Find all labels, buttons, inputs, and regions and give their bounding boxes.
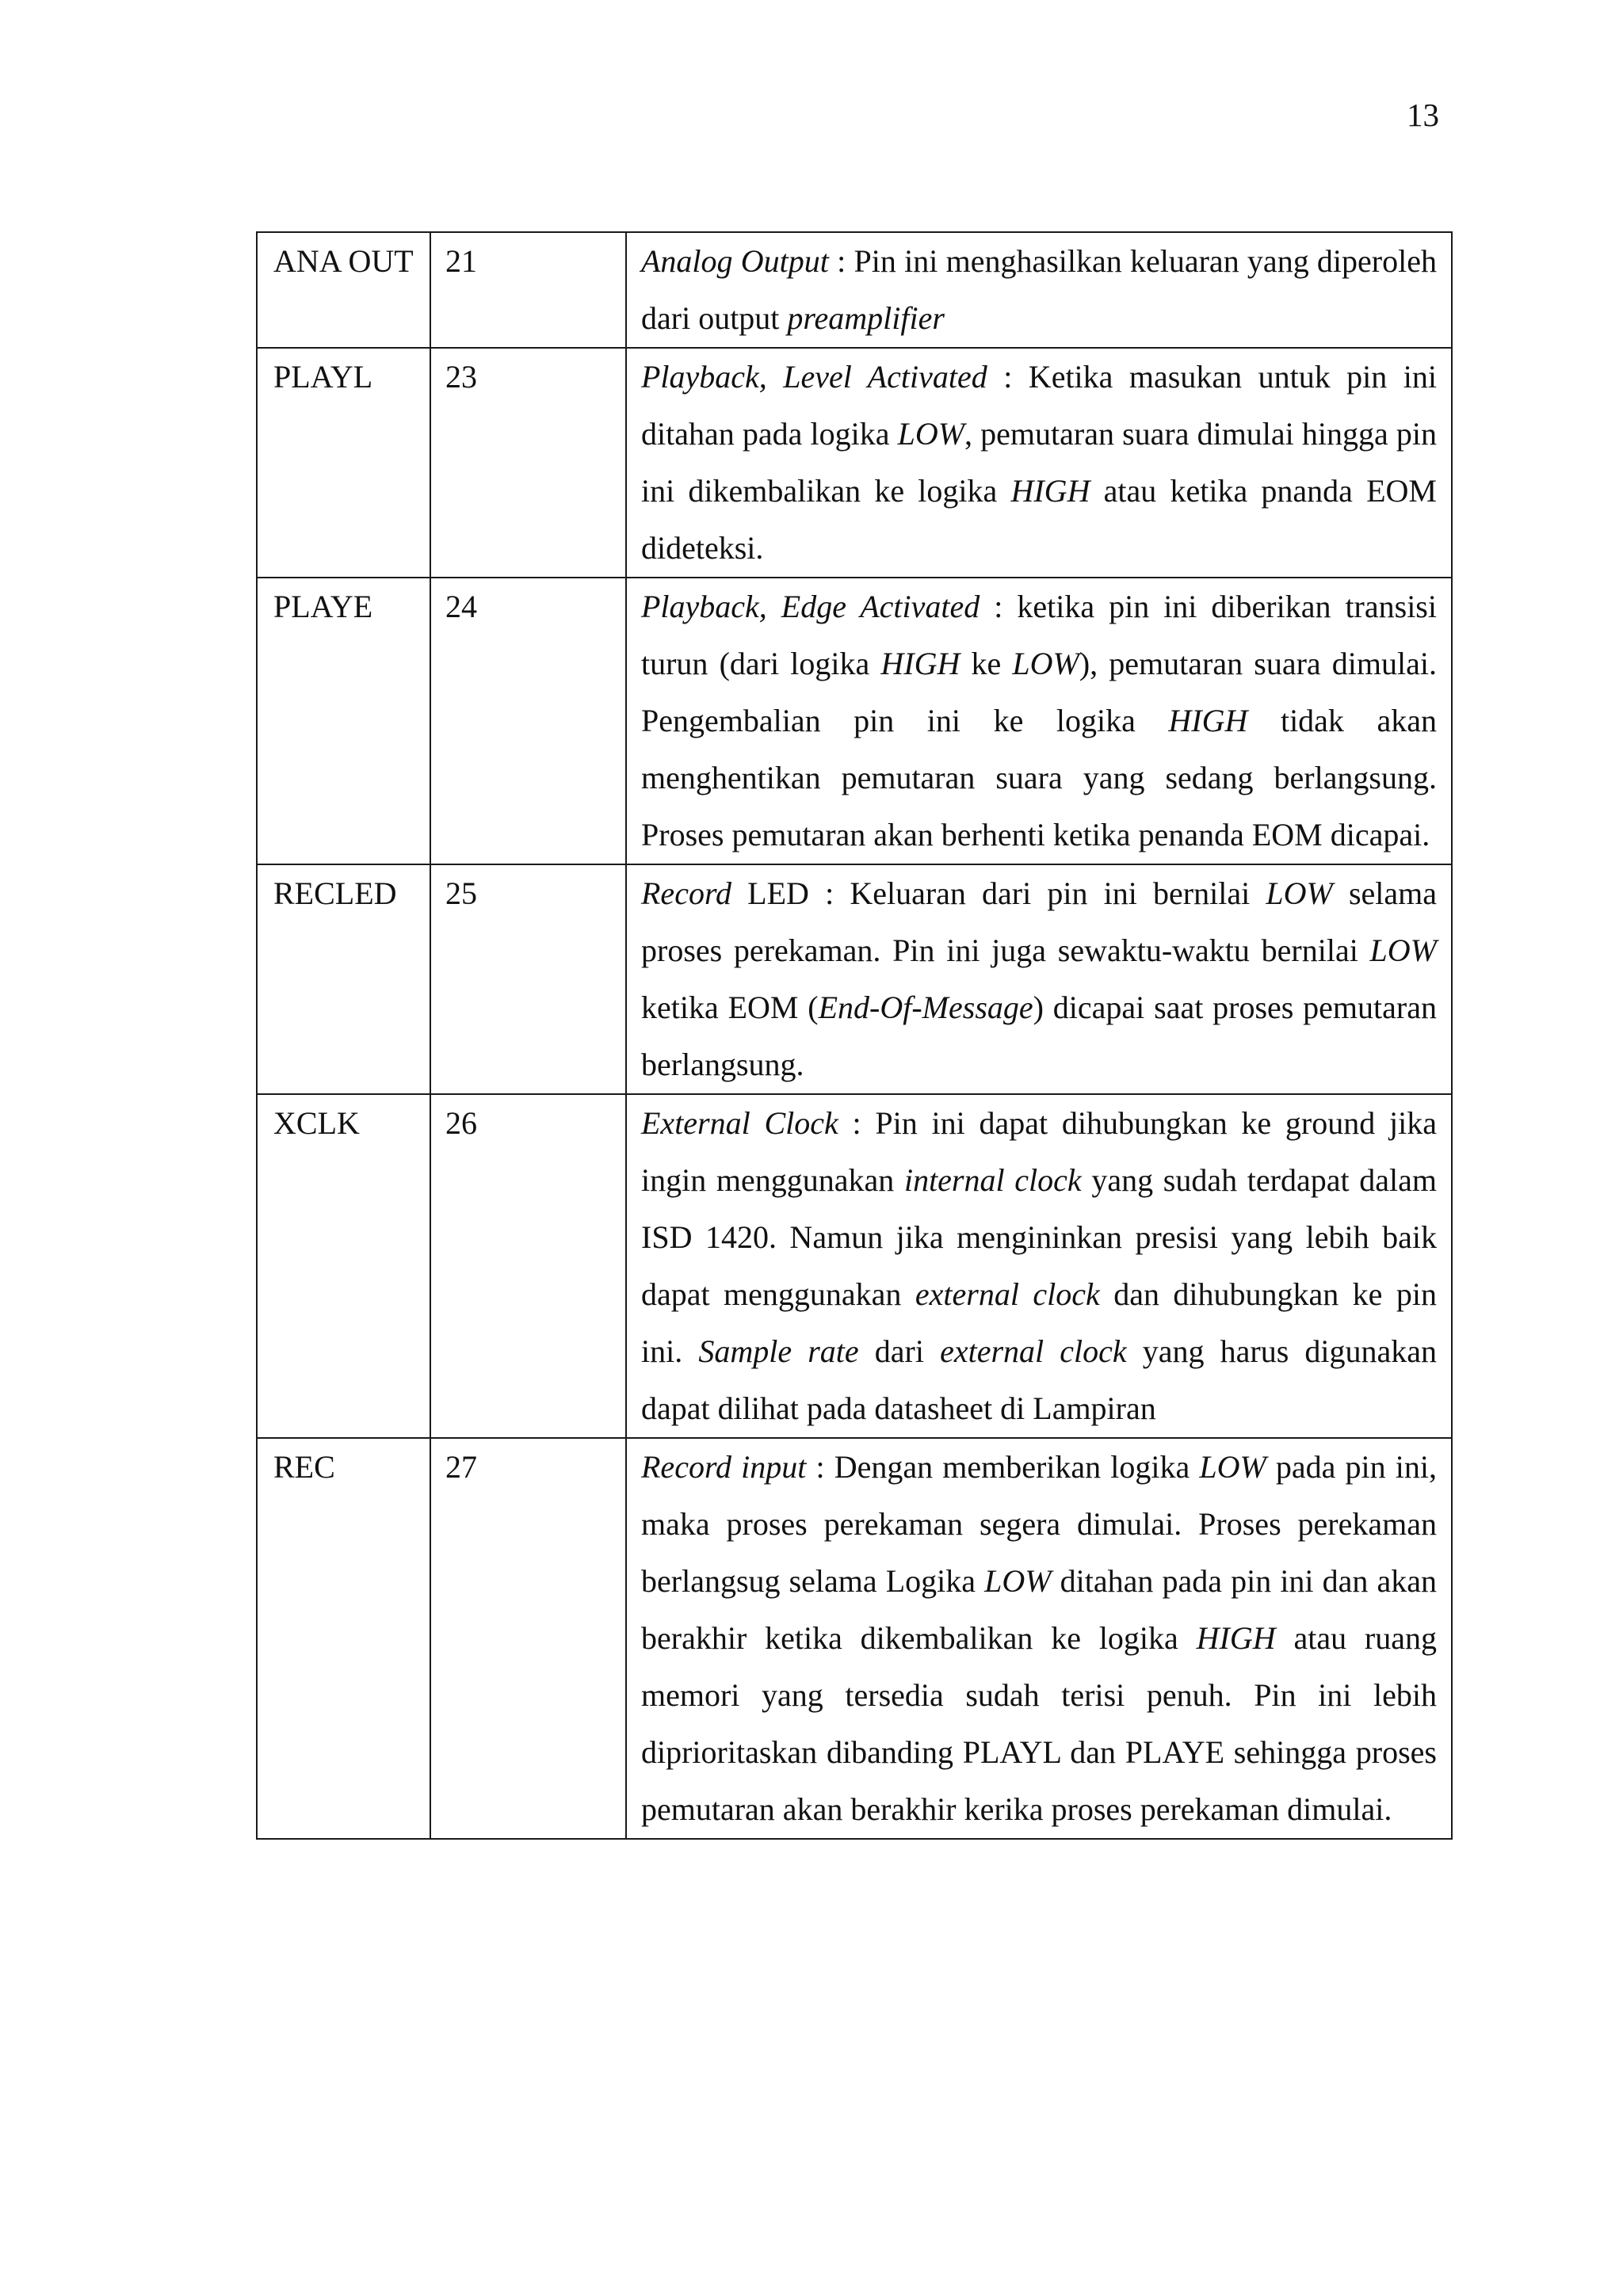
pin-number-cell: 25	[430, 864, 626, 1094]
description-text	[641, 1095, 1437, 1437]
table-row	[257, 864, 1452, 1094]
text-segment: : Ketika masukan untuk pin ini ditahan pada logika	[641, 359, 1437, 452]
italic-term: external clock	[915, 1276, 1100, 1312]
pin-name-cell: RECLED	[257, 864, 430, 1094]
text-segment: tidak akan menghentikan pemutaran suara yang sedang berlangsung. Proses pemutaran akan berhenti ketika penanda EOM dicapai.	[641, 703, 1437, 852]
pin-number-cell: 24	[430, 578, 626, 864]
pin-number-cell: 26	[430, 1094, 626, 1438]
italic-term: LOW	[1199, 1449, 1266, 1485]
italic-term: LOW	[1266, 875, 1333, 911]
text-segment: atau ketika pnanda EOM dideteksi.	[641, 473, 1437, 566]
italic-term: Sample rate	[698, 1333, 859, 1369]
text-segment: ke	[960, 646, 1013, 681]
text-segment: selama proses perekaman. Pin ini juga sewaktu-waktu bernilai	[641, 875, 1437, 968]
italic-term: HIGH	[1168, 703, 1248, 738]
text-segment: , pemutaran suara dimulai hingga pin ini dikembalikan ke logika	[641, 416, 1437, 509]
description-text	[641, 1439, 1437, 1838]
text-segment: : Dengan memberikan logika	[806, 1449, 1200, 1485]
text-segment: ), pemutaran suara dimulai. Pengembalian pin ini ke logika	[641, 646, 1438, 738]
italic-term: Playback, Level Activated	[641, 359, 987, 395]
pin-description-table	[256, 231, 1453, 1840]
text-segment: pada pin ini, maka proses perekaman segera dimulai. Proses perekaman berlangsug selama Logika	[641, 1449, 1437, 1599]
italic-term: LOW	[1369, 933, 1437, 968]
italic-term: HIGH	[1196, 1620, 1276, 1656]
table-row	[257, 1438, 1452, 1839]
text-segment: dari	[858, 1333, 941, 1369]
page-number: 13	[1407, 97, 1439, 133]
pin-description-cell	[626, 578, 1452, 864]
text-segment: : Pin ini dapat dihubungkan ke ground jika ingin menggunakan	[641, 1105, 1437, 1198]
text-segment: : ketika pin ini diberikan transisi turun (dari logika	[641, 589, 1437, 681]
description-text	[641, 865, 1437, 1093]
text-segment: ) dicapai saat proses pemutaran berlangsung.	[641, 990, 1437, 1082]
italic-term: preamplifier	[787, 300, 945, 336]
table-row	[257, 1094, 1452, 1438]
italic-term: internal clock	[903, 1162, 1082, 1198]
italic-term: Record input	[641, 1449, 807, 1485]
pin-number-cell: 21	[430, 232, 626, 348]
pin-name-cell: ANA OUT	[257, 232, 430, 348]
description-text	[641, 233, 1437, 347]
italic-term: End-Of-Message	[818, 990, 1033, 1025]
italic-term: Record	[641, 875, 732, 911]
italic-term: LOW	[897, 416, 965, 452]
italic-term: HIGH	[880, 646, 960, 681]
pin-number-cell: 27	[430, 1438, 626, 1839]
pin-name-cell: REC	[257, 1438, 430, 1839]
description-text	[641, 578, 1437, 864]
italic-term: HIGH	[1010, 473, 1090, 509]
italic-term: Playback, Edge Activated	[641, 589, 980, 624]
pin-name-cell: PLAYL	[257, 348, 430, 578]
text-segment: : Pin ini menghasilkan keluaran yang diperoleh dari output	[641, 243, 1437, 336]
table-row	[257, 578, 1452, 864]
text-segment: dan dihubungkan ke pin ini.	[641, 1276, 1437, 1369]
pin-description-cell	[626, 348, 1452, 578]
pin-description-cell	[626, 864, 1452, 1094]
table-row	[257, 232, 1452, 348]
italic-term: External Clock	[641, 1105, 838, 1141]
table-row	[257, 348, 1452, 578]
pin-number-cell: 23	[430, 348, 626, 578]
pin-name-cell: PLAYE	[257, 578, 430, 864]
text-segment: LED : Keluaran dari pin ini bernilai	[731, 875, 1266, 911]
pin-name-cell: XCLK	[257, 1094, 430, 1438]
text-segment: ditahan pada pin ini dan akan berakhir ketika dikembalikan ke logika	[641, 1563, 1437, 1656]
italic-term: LOW	[984, 1563, 1052, 1599]
pin-description-cell	[626, 232, 1452, 348]
italic-term: external clock	[940, 1333, 1127, 1369]
pin-description-cell	[626, 1438, 1452, 1839]
text-segment: ketika EOM (	[641, 990, 819, 1025]
italic-term: Analog Output	[641, 243, 829, 279]
text-segment: yang harus digunakan dapat dilihat pada datasheet di Lampiran	[641, 1333, 1437, 1426]
italic-term: LOW	[1012, 646, 1079, 681]
pin-description-cell	[626, 1094, 1452, 1438]
text-segment: atau ruang memori yang tersedia sudah terisi penuh. Pin ini lebih diprioritaskan dibanding PLAYL dan PLAYE sehingga proses pemutaran akan berakhir kerika proses perekaman dimulai.	[641, 1620, 1437, 1827]
table-body	[257, 232, 1452, 1839]
text-segment: yang sudah terdapat dalam ISD 1420. Namun jika mengininkan presisi yang lebih baik dapat menggunakan	[641, 1162, 1437, 1312]
description-text	[641, 349, 1437, 577]
